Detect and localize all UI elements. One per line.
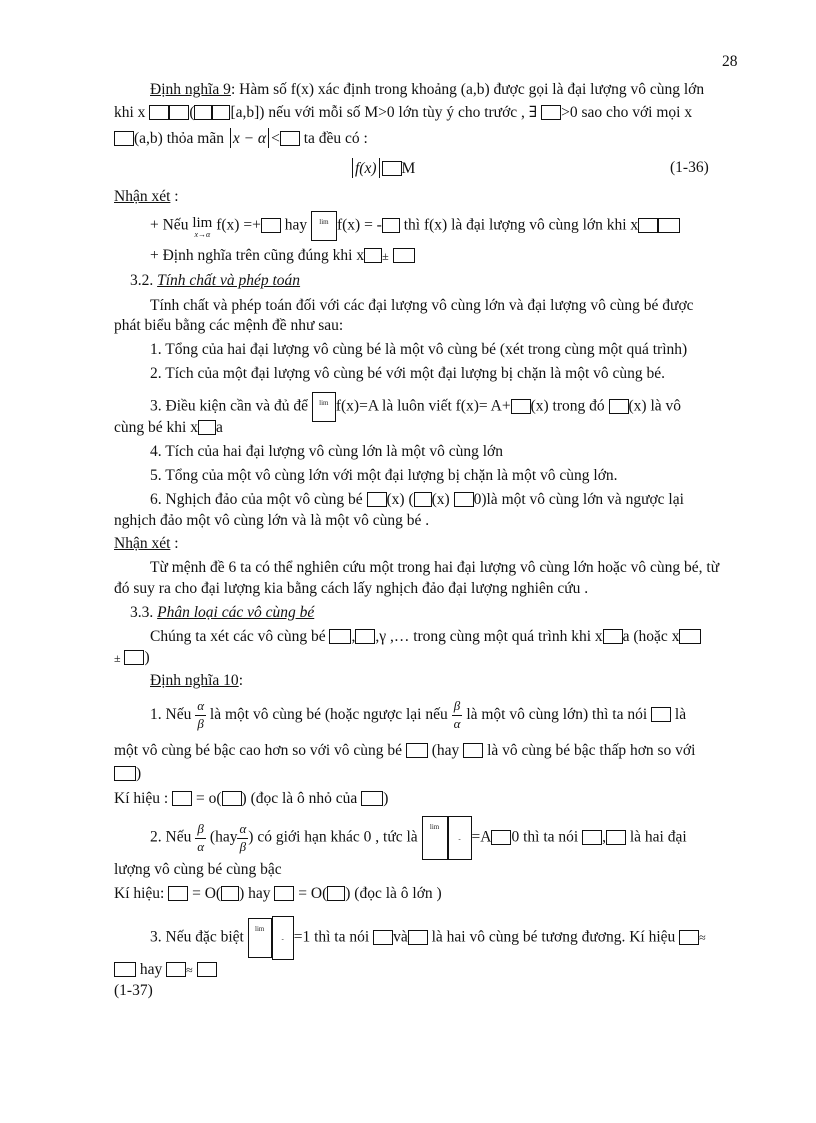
sec32-intro-line1: Tính chất và phép toán đối với các đại lượng vô cùng lớn và đại lượng vô cùng bé được <box>150 297 694 314</box>
def10-item1-end: ) <box>114 764 141 783</box>
symbol-box <box>393 248 415 263</box>
def10-item1: 1. Nếu $\frac{\alpha}{\beta}$ là một vô cùng bé (hoặc ngược lại nếu $\frac{\beta}{\alpha}$ là một vô cùng lớn) thì ta nói là <box>150 698 687 731</box>
abs-bar <box>268 128 269 148</box>
symbol-box <box>606 830 626 845</box>
symbol-box <box>194 105 212 120</box>
def9-line2: khi x ( [a,b]) nếu với mỗi số M>0 lớn tùy ý cho trước , ∃ >0 sao cho với mọi x <box>114 104 693 121</box>
symbol-box <box>364 248 382 263</box>
symbol-box <box>658 218 680 233</box>
symbol-box <box>582 830 602 845</box>
def9-formula: f(x) M <box>350 158 415 178</box>
symbol-box <box>511 399 531 414</box>
symbol-box <box>638 218 658 233</box>
symbol-box <box>166 962 186 977</box>
symbol-box <box>679 629 701 644</box>
remark2-line2: đó suy ra cho đại lượng kia bằng cách lấy nghịch đảo đại lượng nghiên cứu . <box>114 580 589 597</box>
def9-title: Định nghĩa 9 <box>150 81 231 98</box>
symbol-box <box>261 218 281 233</box>
abs-bar <box>230 128 231 148</box>
remark1-line1: + Nếu lim x→α f(x) =+ hay lim f(x) = - thì f(x) là đại lượng vô cùng lớn khi x <box>150 211 680 241</box>
symbol-box <box>114 766 136 781</box>
symbol-box <box>198 420 216 435</box>
limit-image-box: lim <box>311 211 337 241</box>
fraction-beta-over-alpha: $\frac{\beta}{\alpha}$ <box>453 698 461 731</box>
proposition-1: 1. Tổng của hai đại lượng vô cùng bé là một vô cùng bé (xét trong cùng một quá trình) <box>150 341 688 358</box>
symbol-box <box>603 629 623 644</box>
fraction-alpha-over-beta: $\frac{\alpha}{\beta}$ <box>239 820 247 854</box>
symbol-box <box>367 492 387 507</box>
remark1-line2: + Định nghĩa trên cũng đúng khi x ± <box>150 246 415 265</box>
symbol-box <box>541 105 561 120</box>
symbol-box <box>212 105 230 120</box>
symbol-box <box>361 791 383 806</box>
symbol-box <box>124 650 144 665</box>
sec33-line1: Chúng ta xét các vô cùng bé , ,γ ,… trong cùng một quá trình khi x a (hoặc x <box>150 627 701 646</box>
def10-item3-cont: hay ≈ <box>114 960 217 979</box>
symbol-box <box>280 131 300 146</box>
proposition-3: 3. Điều kiện cần và đủ để lim f(x)=A là luôn viết f(x)= A+ (x) trong đó (x) là vô <box>150 392 681 422</box>
section-3-2-heading: 3.2. Tính chất và phép toán <box>130 272 301 289</box>
remark2-line1: Từ mệnh đề 6 ta có thể nghiên cứu một trong hai đại lượng vô cùng lớn hoặc vô cùng bé, từ <box>150 559 720 576</box>
symbol-box <box>406 743 428 758</box>
symbol-box <box>609 399 629 414</box>
sec32-intro-line2: phát biểu bằng các mệnh đề như sau: <box>114 317 344 334</box>
proposition-5: 5. Tổng của một vô cùng lớn với một đại lượng bị chặn là một vô cùng lớn. <box>150 467 618 484</box>
remark1-heading: Nhận xét : <box>114 188 179 205</box>
fraction-image-box: - <box>272 916 294 960</box>
limit-symbol: lim x→α <box>192 214 213 239</box>
symbol-box <box>114 962 136 977</box>
def10-item3: 3. Nếu đặc biệt lim - =1 thì ta nói và là hai vô cùng bé tương đương. Kí hiệu ≈ <box>150 916 706 960</box>
fraction-beta-over-alpha: $\frac{\beta}{\alpha}$ <box>197 820 205 854</box>
proposition-2: 2. Tích của một đại lượng vô cùng bé với một đại lượng bị chặn là một vô cùng bé. <box>150 365 666 382</box>
def10-notation2: Kí hiệu: = O( ) hay = O( ) (đọc là ô lớn ) <box>114 885 442 902</box>
symbol-box <box>114 131 134 146</box>
symbol-box <box>382 218 400 233</box>
limit-image-box: lim <box>248 918 272 958</box>
sec33-line2: ± ) <box>114 649 150 666</box>
def9-line1: Định nghĩa 9: Hàm số f(x) xác định trong khoảng (a,b) được gọi là đại lượng vô cùng lớn <box>150 81 705 98</box>
symbol-box <box>373 930 393 945</box>
symbol-box <box>679 930 699 945</box>
proposition-6-cont: nghịch đảo một vô cùng lớn và là một vô cùng bé . <box>114 512 430 529</box>
symbol-box <box>172 791 192 806</box>
symbol-box <box>355 629 375 644</box>
symbol-box <box>197 962 217 977</box>
def10-item2: 2. Nếu $\frac{\beta}{\alpha}$ (hay $\frac{\alpha}{\beta}$ ) có giới hạn khác 0 , tức là lim - =A 0 thì ta nói , là hai đại <box>150 816 687 860</box>
symbol-box <box>327 886 345 901</box>
symbol-box <box>168 886 188 901</box>
symbol-box <box>169 105 189 120</box>
symbol-box <box>274 886 294 901</box>
limit-image-box: lim <box>422 816 448 860</box>
fraction-alpha-over-beta: $\frac{\alpha}{\beta}$ <box>197 698 205 731</box>
proposition-6: 6. Nghịch đảo của một vô cùng bé (x) ( (x) 0)là một vô cùng lớn và ngược lại <box>150 491 684 508</box>
remark2-heading: Nhận xét : <box>114 535 179 552</box>
eq-number-1-37: (1-37) <box>114 982 153 999</box>
symbol-box <box>463 743 483 758</box>
symbol-box <box>329 629 351 644</box>
symbol-box <box>414 492 432 507</box>
symbol-box <box>222 791 242 806</box>
symbol-box <box>221 886 239 901</box>
eq-number-1-36: (1-36) <box>670 159 709 176</box>
def10-heading: Định nghĩa 10: <box>150 672 243 689</box>
def9-line3: (a,b) thỏa mãn x − α < ta đều có : <box>114 128 368 148</box>
def10-item1-cont: một vô cùng bé bậc cao hơn so với vô cùng bé (hay là vô cùng bé bậc thấp hơn so với <box>114 742 696 759</box>
symbol-box <box>651 707 671 722</box>
proposition-3-cont: cùng bé khi x a <box>114 419 223 436</box>
abs-bar <box>352 158 353 178</box>
symbol-box <box>491 830 511 845</box>
symbol-box <box>408 930 428 945</box>
proposition-4: 4. Tích của hai đại lượng vô cùng lớn là một vô cùng lớn <box>150 443 503 460</box>
symbol-box <box>454 492 474 507</box>
symbol-box <box>149 105 169 120</box>
abs-bar <box>379 158 380 178</box>
section-3-3-heading: 3.3. Phân loại các vô cùng bé <box>130 604 315 621</box>
def10-item2-cont: lượng vô cùng bé cùng bậc <box>114 861 282 878</box>
symbol-box <box>382 161 402 176</box>
limit-image-box: lim <box>312 392 336 422</box>
def10-notation1: Kí hiệu : = o( ) (đọc là ô nhỏ của ) <box>114 790 389 807</box>
page-number: 28 <box>722 53 738 70</box>
fraction-image-box: - <box>448 816 472 860</box>
